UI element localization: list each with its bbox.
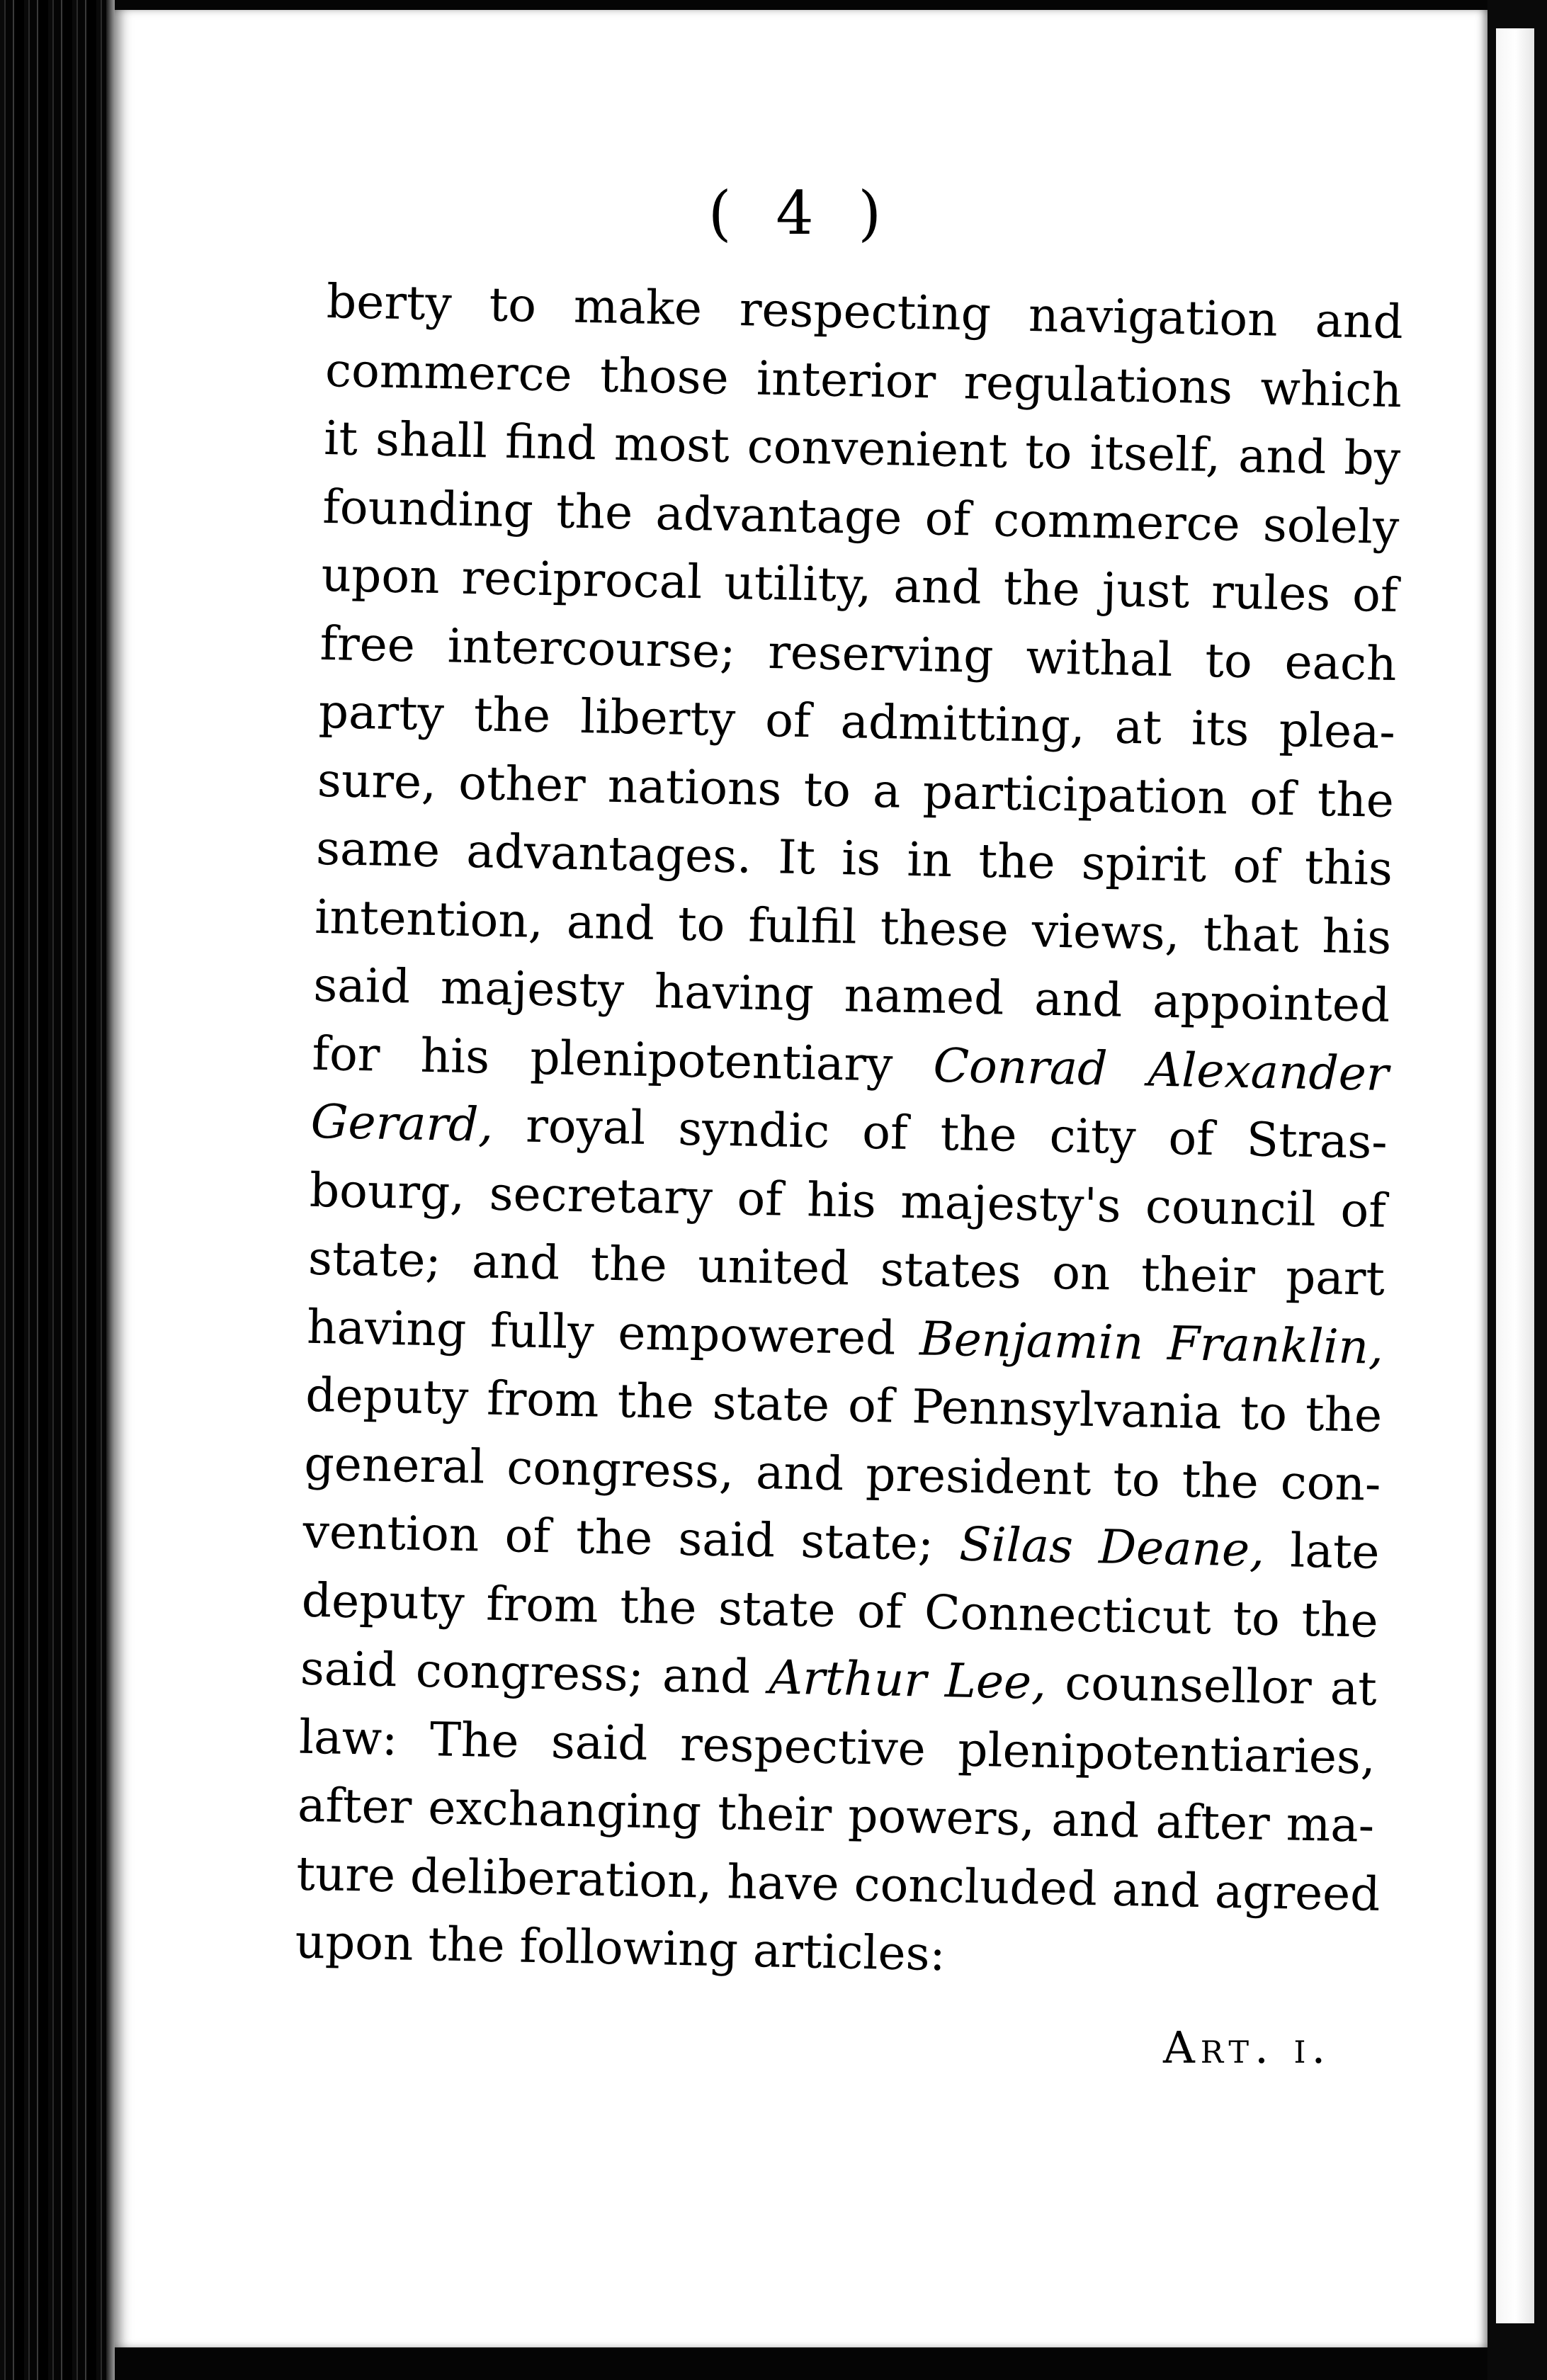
text-segment: after exchanging their powers, and after ma- xyxy=(297,1777,1375,1853)
text-segment: free intercourse; reserving withal to each xyxy=(319,616,1398,691)
text-segment: for his plenipotentiary xyxy=(311,1026,934,1093)
text-segment: said congress; and xyxy=(300,1640,770,1705)
next-page-sliver xyxy=(1496,28,1534,2323)
catchword: Art. i. xyxy=(1163,2022,1332,2073)
text-segment: intention, and to fulfil these views, that his xyxy=(314,889,1392,965)
body-text xyxy=(295,268,1404,1997)
text-segment: general congress, and president to the con- xyxy=(303,1436,1382,1512)
text-segment: ture deliberation, have concluded and agreed xyxy=(295,1846,1381,1922)
text-segment: having fully empowered xyxy=(306,1299,921,1366)
text-segment: deputy from the state of Pennsylvania to the xyxy=(305,1367,1383,1443)
binding-edge xyxy=(106,0,115,2380)
text-segment: it shall find most convenient to itself, and by xyxy=(323,410,1401,487)
text-segment: sure, other nations to a participation of the xyxy=(317,752,1395,828)
text-segment: commerce those interior regulations which xyxy=(324,342,1402,418)
text-segment: said majesty having named and appointed xyxy=(312,957,1391,1033)
text-segment: royal syndic of the city of Stras- xyxy=(492,1097,1388,1169)
text-segment: founding the advantage of commerce solely xyxy=(322,479,1400,555)
italic-name: Arthur Lee, xyxy=(768,1650,1047,1710)
text-segment: late xyxy=(1264,1522,1381,1580)
printed-page xyxy=(115,10,1488,2347)
text-segment: same advantages. It is in the spirit of this xyxy=(315,820,1393,897)
text-segment: upon reciprocal utility, and the just rules of xyxy=(320,547,1399,623)
italic-name: Conrad Alexander xyxy=(932,1038,1390,1101)
italic-name: Silas Deane, xyxy=(958,1517,1265,1577)
text-segment: vention of the said state; xyxy=(302,1504,960,1572)
text-segment: law: The said respective plenipotentiaries, xyxy=(298,1709,1376,1785)
italic-name: Gerard, xyxy=(310,1094,494,1152)
italic-name: Benjamin Franklin, xyxy=(919,1310,1384,1375)
book-binding xyxy=(0,0,106,2380)
text-segment: counsellor at xyxy=(1046,1655,1378,1716)
text-segment: party the liberty of admitting, at its plea- xyxy=(318,684,1396,760)
text-segment: state; and the united states on their part xyxy=(307,1230,1386,1306)
text-segment: berty to make respecting navigation and xyxy=(326,273,1404,350)
text-segment: deputy from the state of Connecticut to the xyxy=(301,1572,1379,1648)
text-segment: upon the following articles: xyxy=(294,1914,946,1982)
page-number: ( 4 ) xyxy=(708,178,895,248)
text-segment: bourg, secretary of his majesty's council of xyxy=(309,1162,1387,1238)
